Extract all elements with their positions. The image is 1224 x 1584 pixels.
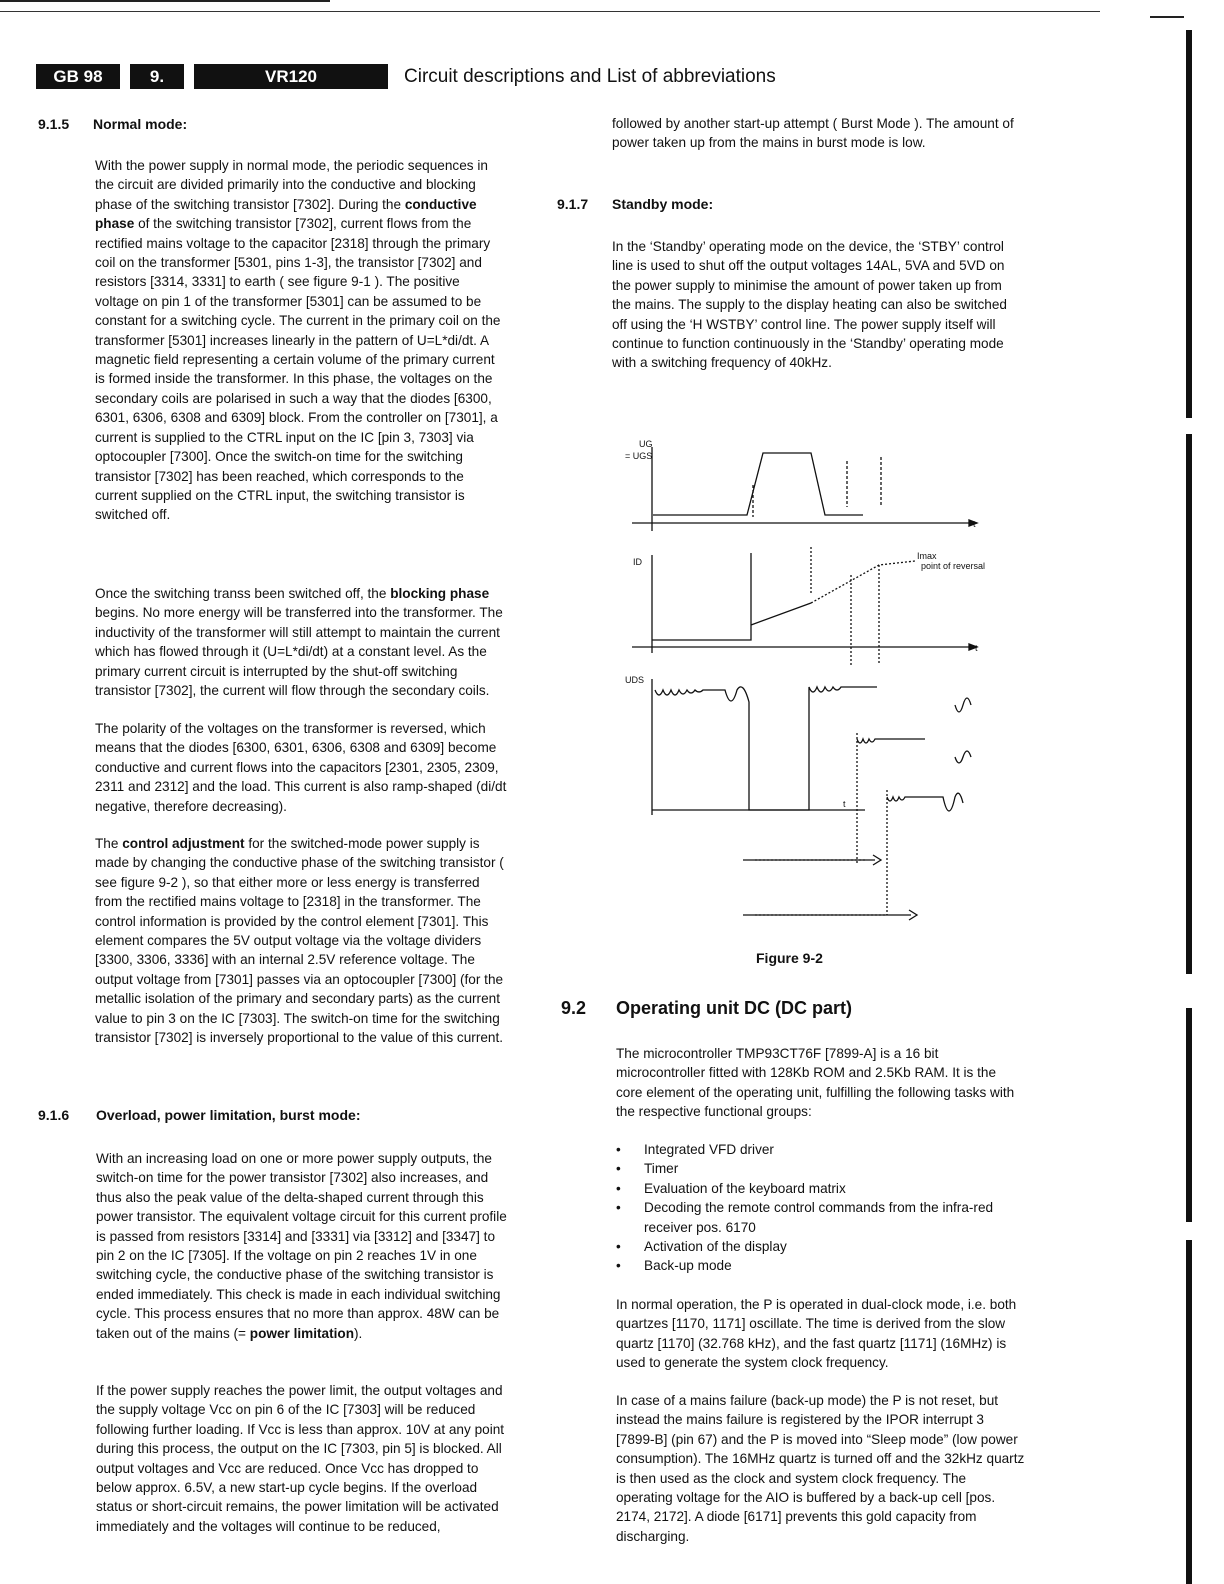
paragraph: Once the switching transs been switched off, the blocking phase begins. No more energy will be transferred into the transformer. The inductivity of the transformer will still attempt to maintain the current which has flowed through it (U=L*di/dt) at a constant level. As the primary current circuit is interrupted by the shut-off switching transistor [7302], the current will flow through the secondary coils. bbox=[95, 586, 503, 699]
paragraph: The microcontroller TMP93CT76F [7899-A] is a 16 bit microcontroller fitted with 128Kb ROM and 2.5Kb RAM. It is the core element of the operating unit, fulfilling the following tasks with the respective functional groups: bbox=[616, 1046, 1015, 1120]
label-t: t bbox=[843, 799, 846, 809]
margin-change-bar bbox=[1186, 1008, 1192, 1222]
task-list bbox=[614, 1140, 1014, 1276]
section-number: 9.1.5 bbox=[38, 116, 70, 132]
label-uds: UDS bbox=[625, 675, 645, 685]
section-heading: Operating unit DC (DC part) bbox=[616, 998, 852, 1018]
list-item: • Back-up mode bbox=[614, 1256, 1014, 1275]
label-imax: Imax bbox=[917, 551, 937, 561]
paragraph: In case of a mains failure (back-up mode) the P is not reset, but instead the mains failure is registered by the IPOR interrupt 3 [7899-B] (pin 67) and the P is moved into “Sleep mode” (low power consumption). The 16MHz quartz is turned off and the 32kHz quartz is then used as the clock and system clock frequency. The operating voltage for the AIO is buffered by a back-up cell [pos. 2174, 2172]. A diode [6171] prevents this gold capacity from discharging. bbox=[616, 1393, 1025, 1544]
label-ug: UG bbox=[639, 439, 653, 449]
label-t: t bbox=[973, 519, 976, 529]
paragraph: The control adjustment for the switched-mode power supply is made by changing the conductive phase of the switching transistor ( see figure 9-2 ), so that either more or less energy is transferred from the rectified mains voltage to [2318] in the transformer. The control information is provided by the control element [7301]. This element compares the 5V output voltage via the voltage dividers [3300, 3306, 3336] with an internal 2.5V reference voltage. The output voltage from [7301] passes via an optocoupler [7300] (for the metallic isolation of the primary and secondary parts) as the current value to pin 3 on the IC [7303]. The switch-on time for the switching transistor [7302] is inversely proportional to the value of this current. bbox=[95, 836, 504, 1046]
list-item: • Integrated VFD driver bbox=[614, 1140, 1014, 1159]
paragraph: With an increasing load on one or more power supply outputs, the switch-on time for the power transistor [7302] also increases, and thus also the peak value of the delta-shaped current through this power transistor. The equivalent voltage circuit for this current profile is passed from resistors [3314] and [3331] via [3312] and [3347] to pin 2 on the IC [7305]. If the voltage on pin 2 reaches 1V in one switching cycle, the conductive phase of the switching transistor is ended immediately. This check is made in each individual switching cycle. This process ensures that no more than approx. 48W can be taken out of the mains (= power limitation). bbox=[96, 1151, 507, 1341]
section-number: 9.1.7 bbox=[557, 196, 589, 212]
label-ugs: = UGS bbox=[625, 451, 653, 461]
paragraph: If the power supply reaches the power limit, the output voltages and the supply voltage Vcc on pin 6 of the IC [7303] will be reduced following further loading. If Vcc is less than approx. 10V at any point during this process, the output on the IC [7303, pin 5] is blocked. All output voltages and Vcc are reduced. Once Vcc has dropped to below approx. 6.5V, a new start-up cycle begins. If the overload status or short-circuit remains, the power limitation will be activated immediately and the voltages will continue to be reduced, bbox=[96, 1383, 505, 1534]
timing-diagram-figure bbox=[625, 435, 1005, 925]
uds-axis bbox=[652, 679, 865, 815]
list-item: • Activation of the display bbox=[614, 1237, 1014, 1256]
header-rule bbox=[0, 11, 1100, 12]
uds-dashed bbox=[755, 733, 887, 915]
paragraph: With the power supply in normal mode, the periodic sequences in the circuit are divided primarily into the conductive and blocking phase of the switching transistor [7302]. During the conductive phase of the switching transistor [7302], current flows from the rectified mains voltage to the capacitor [2318] through the primary coil on the transformer [5301, pins 1-3], the transistor [7302] and resistors [3314, 3331] to earth ( see figure 9-1 ). The positive voltage on pin 1 of the transformer [5301] can be assumed to be constant for a switching cycle. The current in the primary coil on the transformer [5301] increases linearly in the pattern of U=L*di/dt. A magnetic field representing a certain volume of the primary current is formed inside the transformer. In this phase, the voltages on the secondary coils are polarised in such a way that the diodes [6300, 6301, 6306, 6308 and 6309] block. From the controller on [7301], a current is supplied to the CTRL input on the IC [pin 3, 7303] via optocoupler [7300]. Once the switch-on time for the switching transistor [7302] has been reached, which corresponds to the current supplied on the CTRL input, the switching transistor is switched off. bbox=[95, 158, 501, 523]
section-number: 9.1.6 bbox=[38, 1107, 70, 1123]
margin-change-bar bbox=[1186, 1240, 1192, 1584]
uds-burst-1 bbox=[955, 698, 971, 712]
list-item: • Evaluation of the keyboard matrix bbox=[614, 1179, 1014, 1198]
uds-burst-3 bbox=[887, 793, 963, 811]
model-label: VR120 bbox=[194, 64, 388, 89]
figure-caption: Figure 9-2 bbox=[756, 950, 823, 966]
section-title: Overload, power limitation, burst mode: bbox=[96, 1107, 361, 1123]
uds-steps bbox=[743, 855, 917, 920]
paragraph: In normal operation, the P is operated in dual-clock mode, i.e. both quartzes [1170, 1171] oscillate. The time is derived from the slow quartz [1170] (32.768 kHz), and the fast quartz [1171] (16MHz) is used to generate the system clock frequency. bbox=[616, 1297, 1017, 1371]
corner-mark bbox=[1150, 16, 1184, 18]
paragraph: The polarity of the voltages on the transformer is reversed, which means that the diodes [6300, 6301, 6306, 6308 and 6309] become conductive and current flows into the capacitors [2301, 2305, 2309, 2311 and 2312] and the load. This current is also ramp-shaped (di/dt negative, therefore decreasing). bbox=[95, 721, 507, 814]
label-t: t bbox=[975, 643, 978, 653]
label-id: ID bbox=[633, 557, 642, 567]
uds-burst-2 bbox=[857, 739, 971, 763]
top-edge-line bbox=[0, 0, 330, 2]
ug-axis bbox=[632, 447, 977, 531]
label-reversal: point of reversal bbox=[921, 561, 986, 571]
id-waveform bbox=[652, 553, 811, 640]
id-ramp-dashed bbox=[811, 561, 915, 603]
section-title: Normal mode: bbox=[93, 116, 188, 132]
ug-waveform bbox=[653, 453, 863, 515]
uds-waveform bbox=[655, 687, 877, 810]
paragraph: followed by another start-up attempt ( Burst Mode ). The amount of power taken up from the mains in burst mode is low. bbox=[612, 116, 1014, 151]
margin-change-bar bbox=[1186, 30, 1192, 418]
page-title: Circuit descriptions and List of abbreviations bbox=[404, 66, 776, 87]
section-title: Standby mode: bbox=[612, 196, 714, 212]
margin-change-bar bbox=[1186, 434, 1192, 974]
list-item: • Timer bbox=[614, 1159, 1014, 1178]
ug-dashed bbox=[753, 457, 881, 517]
section-number: 9.2 bbox=[561, 998, 587, 1018]
chapter-number: 9. bbox=[130, 64, 184, 89]
paragraph: In the ‘Standby’ operating mode on the device, the ‘STBY’ control line is used to shut off the output voltages 14AL, 5VA and 5VD on the power supply to minimise the amount of power taken up from the mains. The supply to the display heating can also be switched off using the ‘H WSTBY’ control line. The power supply itself will continue to function continuously in the ‘Standby’ operating mode with a switching frequency of 40kHz. bbox=[612, 239, 1007, 371]
page-label: GB 98 bbox=[36, 64, 120, 89]
list-item: • Decoding the remote control commands from the infra-red receiver pos. 6170 bbox=[614, 1198, 1014, 1237]
